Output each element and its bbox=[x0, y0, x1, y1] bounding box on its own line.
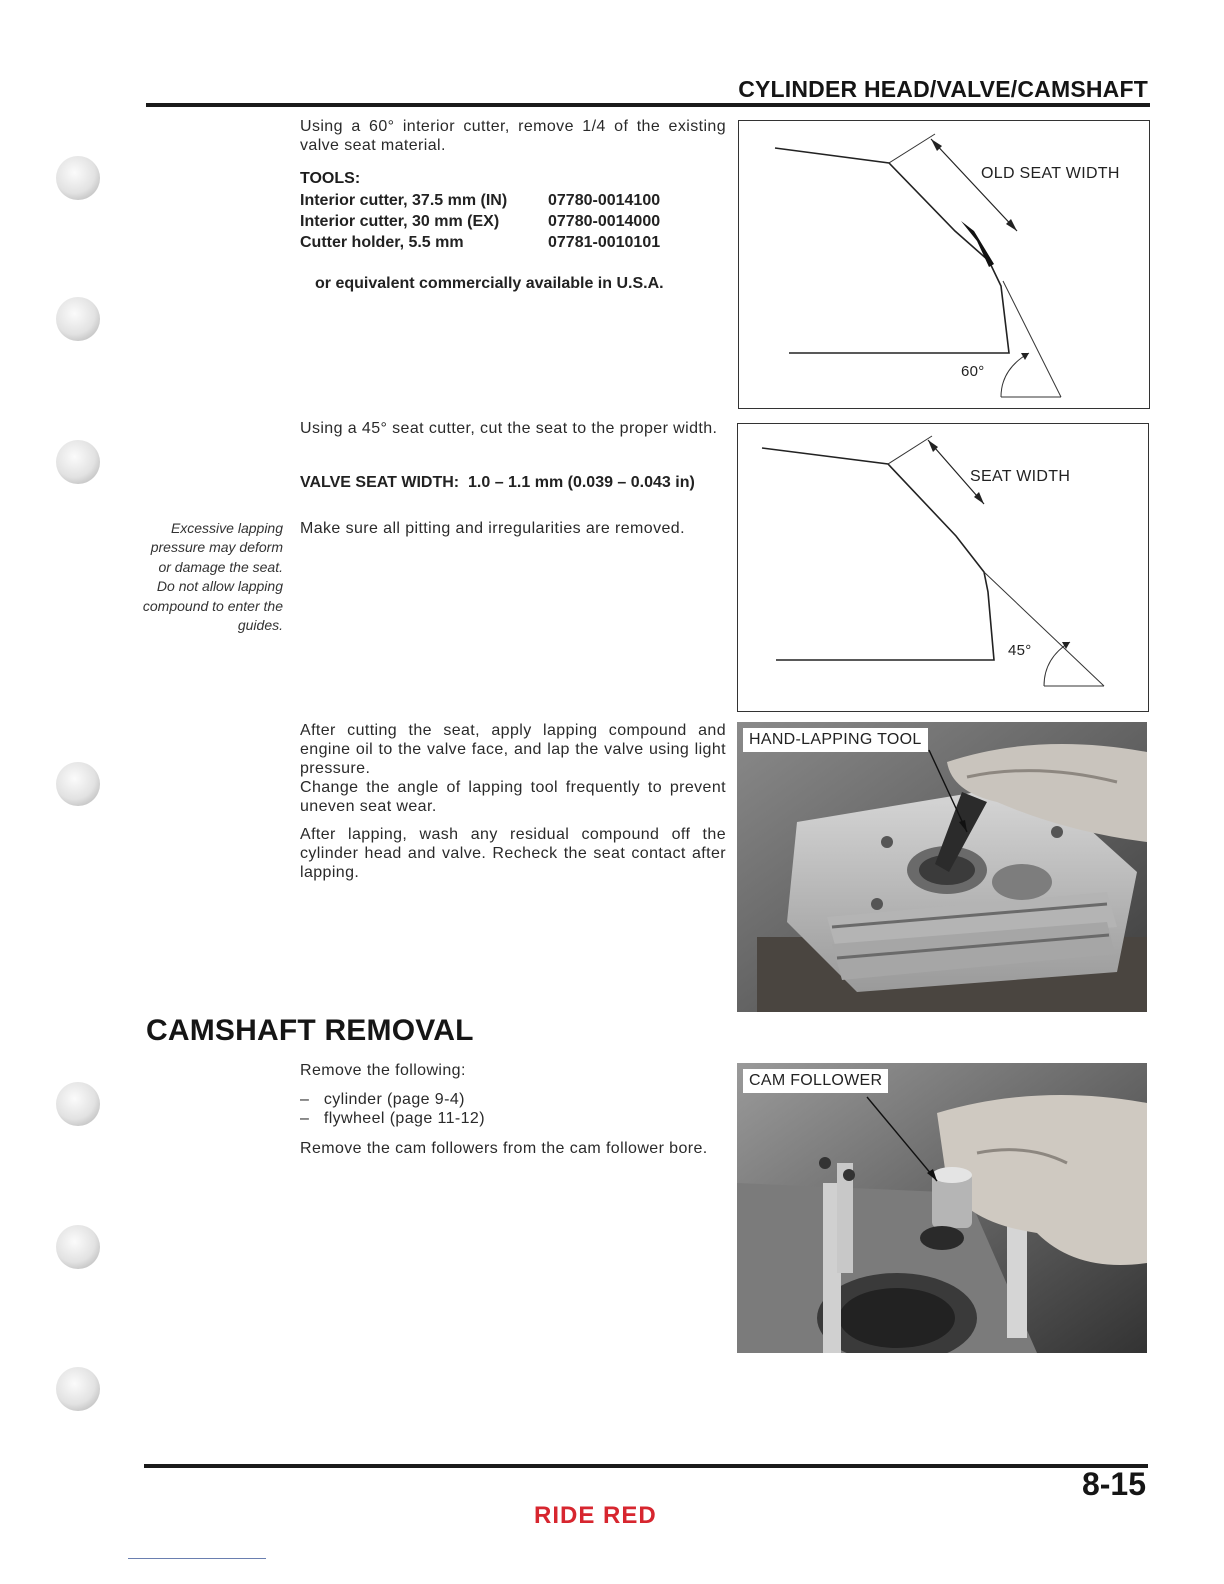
tool-part-number: 07780-0014000 bbox=[548, 213, 661, 230]
binder-hole bbox=[56, 762, 100, 806]
page-number: 8-15 bbox=[1081, 1466, 1146, 1502]
equivalent-note: or equivalent commercially available in U.S.A. bbox=[315, 275, 664, 292]
binder-hole bbox=[56, 1225, 100, 1269]
tools-list bbox=[300, 190, 726, 253]
binder-hole bbox=[56, 297, 100, 341]
seat-width-diagram bbox=[738, 424, 1148, 711]
hand-lapping-tool-label: HAND-LAPPING TOOL bbox=[743, 728, 928, 752]
camshaft-text: Remove the cam followers from the cam follower bore. bbox=[300, 1140, 708, 1157]
figure-old-seat-width bbox=[738, 120, 1150, 409]
brand-logo: RIDE RED bbox=[534, 1502, 657, 1529]
step2-text2: Make sure all pitting and irregularities are removed. bbox=[300, 520, 685, 537]
binder-hole bbox=[56, 440, 100, 484]
tool-name: Interior cutter, 30 mm (EX) bbox=[300, 213, 500, 230]
cam-follower-label: CAM FOLLOWER bbox=[743, 1069, 888, 1093]
header-rule bbox=[146, 103, 1150, 107]
tool-row bbox=[300, 211, 726, 232]
hand-lapping-photo bbox=[737, 722, 1147, 1012]
camshaft-list bbox=[300, 1090, 726, 1128]
camshaft-intro: Remove the following: bbox=[300, 1062, 466, 1079]
tool-part-number: 07781-0010101 bbox=[548, 234, 661, 251]
page-header-title: CYLINDER HEAD/VALVE/CAMSHAFT bbox=[738, 76, 1148, 102]
step2-text: Using a 45° seat cutter, cut the seat to the proper width. bbox=[300, 420, 718, 437]
binder-hole bbox=[56, 156, 100, 200]
tool-name: Interior cutter, 37.5 mm (IN) bbox=[300, 192, 508, 209]
caution-side-note bbox=[140, 519, 283, 635]
tool-row bbox=[300, 190, 726, 211]
list-item: – cylinder (page 9-4) bbox=[300, 1091, 465, 1108]
step1-text: Using a 60° interior cutter, remove 1/4 of the existing valve seat material. bbox=[300, 118, 726, 154]
step3-text bbox=[300, 721, 726, 882]
binder-hole bbox=[56, 1367, 100, 1411]
caution-line-1: Excessive lapping pressure may deform or damage the seat. bbox=[150, 520, 283, 575]
spec-value: 1.0 – 1.1 mm (0.039 – 0.043 in) bbox=[468, 474, 695, 491]
photo-hand-lapping bbox=[737, 722, 1147, 1012]
seat-width-label: SEAT WIDTH bbox=[970, 468, 1071, 485]
valve-seat-width-spec bbox=[300, 474, 726, 492]
old-seat-width-label: OLD SEAT WIDTH bbox=[981, 165, 1120, 182]
caution-line-2: Do not allow lapping compound to enter the guides. bbox=[142, 578, 283, 634]
cam-follower-photo bbox=[737, 1063, 1147, 1353]
section-title-camshaft: CAMSHAFT REMOVAL bbox=[146, 1014, 474, 1047]
footer-rule bbox=[144, 1464, 1148, 1468]
tool-row bbox=[300, 232, 726, 253]
tool-name: Cutter holder, 5.5 mm bbox=[300, 234, 464, 251]
step3-para1: After cutting the seat, apply lapping compound and engine oil to the valve face, and lap the valve using light pressure. bbox=[300, 722, 726, 777]
angle-45-label: 45° bbox=[1008, 642, 1032, 659]
figure-seat-width bbox=[737, 423, 1149, 712]
tool-part-number: 07780-0014100 bbox=[548, 192, 661, 209]
list-item: – flywheel (page 11-12) bbox=[300, 1110, 485, 1127]
tools-label: TOOLS: bbox=[300, 170, 361, 187]
spec-label: VALVE SEAT WIDTH: bbox=[300, 474, 460, 491]
step3-para3: After lapping, wash any residual compound off the cylinder head and valve. Recheck the seat contact after lapping. bbox=[300, 826, 726, 881]
photo-cam-follower bbox=[737, 1063, 1147, 1353]
binder-hole bbox=[56, 1082, 100, 1126]
bottom-mark bbox=[128, 1558, 266, 1559]
step3-para2: Change the angle of lapping tool frequently to prevent uneven seat wear. bbox=[300, 779, 726, 815]
angle-60-label: 60° bbox=[961, 363, 985, 380]
